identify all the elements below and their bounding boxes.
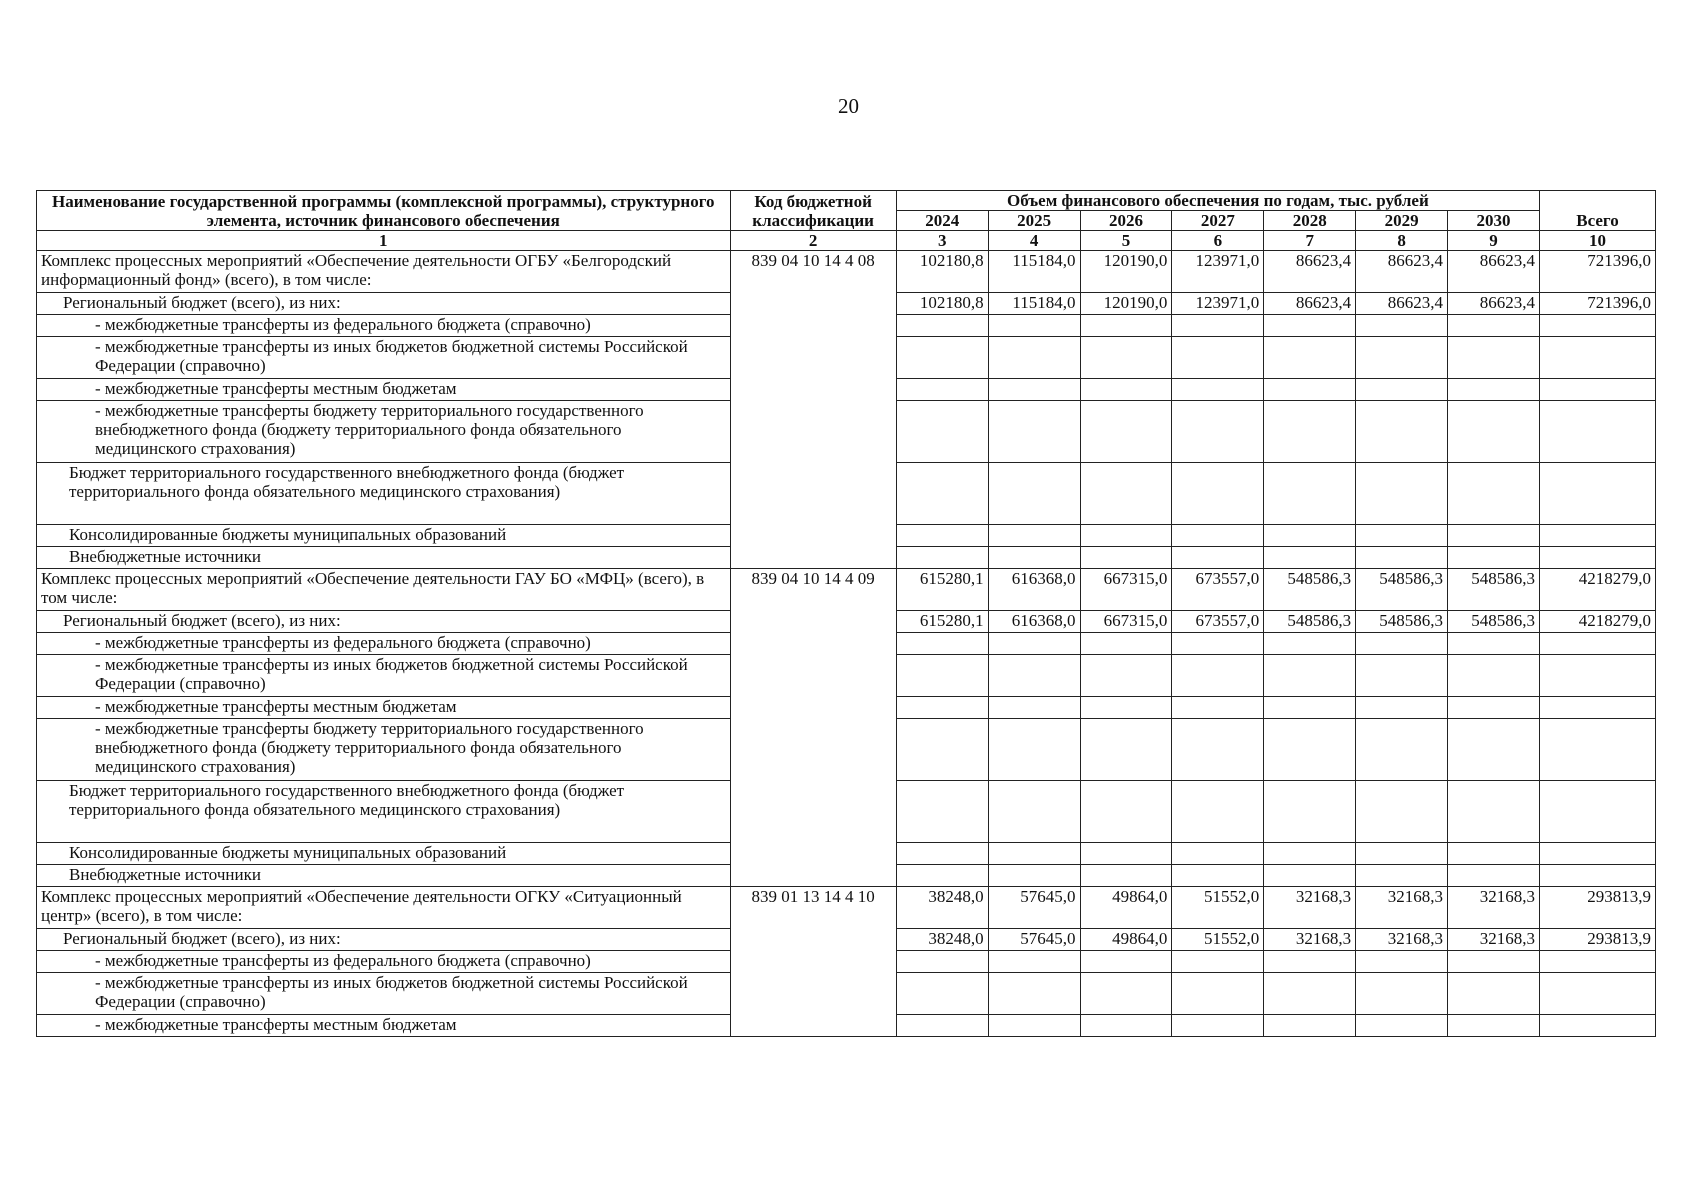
amount-cell [1264, 337, 1356, 379]
source-label: - межбюджетные трансферты бюджету территориального государственного внебюджетного фонда (бюджету территориального фонда обязательного медицинского страхования) [37, 401, 731, 463]
amount-cell: 115184,0 [988, 293, 1080, 315]
amount-cell [1080, 525, 1172, 547]
amount-cell [1356, 951, 1448, 973]
source-label: Бюджет территориального государственного внебюджетного фонда (бюджет территориального фонда обязательного медицинского страхования) [37, 463, 731, 525]
page-number: 20 [838, 94, 859, 118]
amount-cell [988, 655, 1080, 697]
amount-cell [1356, 401, 1448, 463]
amount-cell [1080, 697, 1172, 719]
amount-cell [1539, 633, 1655, 655]
amount-cell: 32168,3 [1264, 929, 1356, 951]
amount-cell: 4218279,0 [1539, 611, 1655, 633]
source-label: Внебюджетные источники [37, 547, 731, 569]
index-row [37, 231, 1656, 251]
amount-cell [1539, 843, 1655, 865]
amount-cell: 616368,0 [988, 569, 1080, 611]
amount-cell [1172, 655, 1264, 697]
amount-cell [1264, 401, 1356, 463]
amount-cell [1080, 379, 1172, 401]
amount-cell [1080, 547, 1172, 569]
amount-cell [988, 1015, 1080, 1037]
amount-cell: 293813,9 [1539, 929, 1655, 951]
amount-cell [1080, 951, 1172, 973]
amount-cell [1539, 337, 1655, 379]
amount-cell [1539, 379, 1655, 401]
amount-cell [1172, 401, 1264, 463]
amount-cell [1448, 401, 1540, 463]
budget-code: 839 01 13 14 4 10 [730, 887, 896, 1037]
amount-cell: 86623,4 [1448, 251, 1540, 293]
amount-cell [1448, 463, 1540, 525]
amount-cell: 123971,0 [1172, 251, 1264, 293]
amount-cell [1172, 781, 1264, 843]
amount-cell [896, 719, 988, 781]
amount-cell [1356, 781, 1448, 843]
amount-cell [1080, 401, 1172, 463]
amount-cell [1448, 973, 1540, 1015]
amount-cell [896, 315, 988, 337]
amount-cell [896, 951, 988, 973]
amount-cell [1356, 1015, 1448, 1037]
amount-cell: 673557,0 [1172, 611, 1264, 633]
amount-cell [1539, 719, 1655, 781]
amount-cell [1080, 463, 1172, 525]
amount-cell [1356, 633, 1448, 655]
source-label: Консолидированные бюджеты муниципальных образований [37, 525, 731, 547]
amount-cell [1264, 1015, 1356, 1037]
amount-cell [1539, 781, 1655, 843]
amount-cell [988, 401, 1080, 463]
amount-cell: 49864,0 [1080, 887, 1172, 929]
amount-cell [1172, 1015, 1264, 1037]
amount-cell [1264, 865, 1356, 887]
amount-cell [896, 697, 988, 719]
amount-cell [1080, 633, 1172, 655]
amount-cell [896, 379, 988, 401]
amount-cell [1448, 315, 1540, 337]
amount-cell: 32168,3 [1448, 929, 1540, 951]
header-year: 2030 [1448, 211, 1540, 231]
amount-cell [1356, 463, 1448, 525]
amount-cell: 721396,0 [1539, 251, 1655, 293]
amount-cell [896, 655, 988, 697]
amount-cell [1172, 463, 1264, 525]
source-label: - межбюджетные трансферты из иных бюджетов бюджетной системы Российской Федерации (справочно) [37, 337, 731, 379]
amount-cell [1448, 525, 1540, 547]
amount-cell [1448, 951, 1540, 973]
amount-cell [1080, 1015, 1172, 1037]
amount-cell: 86623,4 [1356, 293, 1448, 315]
amount-cell [988, 379, 1080, 401]
amount-cell [1539, 951, 1655, 973]
source-label: - межбюджетные трансферты из иных бюджетов бюджетной системы Российской Федерации (справочно) [37, 973, 731, 1015]
source-label: - межбюджетные трансферты из иных бюджетов бюджетной системы Российской Федерации (справочно) [37, 655, 731, 697]
amount-cell [988, 463, 1080, 525]
header-year: 2027 [1172, 211, 1264, 231]
amount-cell [1448, 781, 1540, 843]
amount-cell [988, 951, 1080, 973]
source-label: Консолидированные бюджеты муниципальных образований [37, 843, 731, 865]
source-label: Региональный бюджет (всего), из них: [37, 293, 731, 315]
amount-cell [1356, 337, 1448, 379]
header-year: 2028 [1264, 211, 1356, 231]
source-label: - межбюджетные трансферты из федерального бюджета (справочно) [37, 633, 731, 655]
amount-cell [1172, 719, 1264, 781]
source-label: Бюджет территориального государственного внебюджетного фонда (бюджет территориального фонда обязательного медицинского страхования) [37, 781, 731, 843]
source-label: - межбюджетные трансферты местным бюджетам [37, 1015, 731, 1037]
amount-cell [896, 525, 988, 547]
amount-cell [1080, 843, 1172, 865]
amount-cell [896, 865, 988, 887]
amount-cell [1172, 633, 1264, 655]
amount-cell [1539, 525, 1655, 547]
amount-cell [988, 525, 1080, 547]
amount-cell [1080, 865, 1172, 887]
amount-cell: 615280,1 [896, 611, 988, 633]
amount-cell: 32168,3 [1356, 929, 1448, 951]
amount-cell [896, 547, 988, 569]
index-cell: 7 [1264, 231, 1356, 251]
source-label: Региональный бюджет (всего), из них: [37, 611, 731, 633]
header-total: Всего [1539, 191, 1655, 231]
amount-cell [1448, 655, 1540, 697]
amount-cell [1172, 547, 1264, 569]
amount-cell [1264, 315, 1356, 337]
amount-cell [1172, 951, 1264, 973]
amount-cell [1356, 865, 1448, 887]
amount-cell [1172, 697, 1264, 719]
header-row-1 [37, 191, 1656, 211]
source-label: Внебюджетные источники [37, 865, 731, 887]
amount-cell: 548586,3 [1356, 569, 1448, 611]
amount-cell: 102180,8 [896, 251, 988, 293]
amount-cell: 102180,8 [896, 293, 988, 315]
amount-cell: 721396,0 [1539, 293, 1655, 315]
amount-cell [1356, 315, 1448, 337]
amount-cell [1264, 463, 1356, 525]
amount-cell: 51552,0 [1172, 929, 1264, 951]
amount-cell [1172, 525, 1264, 547]
amount-cell [1264, 525, 1356, 547]
header-code: Код бюджетной классификации [730, 191, 896, 231]
amount-cell [1264, 781, 1356, 843]
amount-cell [896, 973, 988, 1015]
index-cell: 1 [37, 231, 731, 251]
index-cell: 4 [988, 231, 1080, 251]
amount-cell: 548586,3 [1264, 611, 1356, 633]
amount-cell [1356, 655, 1448, 697]
amount-cell [1172, 315, 1264, 337]
block-title: Комплекс процессных мероприятий «Обеспечение деятельности ГАУ БО «МФЦ» (всего), в том числе: [37, 569, 731, 611]
amount-cell: 673557,0 [1172, 569, 1264, 611]
amount-cell: 86623,4 [1264, 251, 1356, 293]
header-year: 2024 [896, 211, 988, 231]
amount-cell [1448, 379, 1540, 401]
financing-table [36, 190, 1656, 1037]
amount-cell [1356, 843, 1448, 865]
index-cell: 2 [730, 231, 896, 251]
amount-cell [988, 697, 1080, 719]
amount-cell [1264, 973, 1356, 1015]
block-title-row [37, 251, 1656, 293]
amount-cell [1264, 379, 1356, 401]
header-years-group: Объем финансового обеспечения по годам, тыс. рублей [896, 191, 1539, 211]
index-cell: 6 [1172, 231, 1264, 251]
index-cell: 9 [1448, 231, 1540, 251]
amount-cell [988, 973, 1080, 1015]
amount-cell [896, 401, 988, 463]
amount-cell [1264, 655, 1356, 697]
amount-cell [1539, 463, 1655, 525]
amount-cell [896, 337, 988, 379]
amount-cell: 667315,0 [1080, 611, 1172, 633]
amount-cell [1448, 843, 1540, 865]
amount-cell [1264, 633, 1356, 655]
header-year: 2026 [1080, 211, 1172, 231]
amount-cell: 548586,3 [1448, 569, 1540, 611]
amount-cell [896, 1015, 988, 1037]
amount-cell [1539, 697, 1655, 719]
amount-cell [988, 719, 1080, 781]
amount-cell: 86623,4 [1264, 293, 1356, 315]
source-label: - межбюджетные трансферты из федерального бюджета (справочно) [37, 315, 731, 337]
amount-cell: 38248,0 [896, 929, 988, 951]
amount-cell [1539, 973, 1655, 1015]
amount-cell [1448, 633, 1540, 655]
amount-cell [988, 547, 1080, 569]
amount-cell: 32168,3 [1356, 887, 1448, 929]
amount-cell [1264, 951, 1356, 973]
amount-cell [1080, 655, 1172, 697]
amount-cell [1539, 315, 1655, 337]
amount-cell: 616368,0 [988, 611, 1080, 633]
amount-cell [1172, 379, 1264, 401]
source-label: Региональный бюджет (всего), из них: [37, 929, 731, 951]
amount-cell: 86623,4 [1356, 251, 1448, 293]
amount-cell [1172, 865, 1264, 887]
amount-cell [1356, 719, 1448, 781]
amount-cell: 548586,3 [1264, 569, 1356, 611]
index-cell: 5 [1080, 231, 1172, 251]
source-label: - межбюджетные трансферты бюджету территориального государственного внебюджетного фонда (бюджету территориального фонда обязательного медицинского страхования) [37, 719, 731, 781]
header-name: Наименование государственной программы (комплексной программы), структурного элемента, источник финансового обеспечения [37, 191, 731, 231]
amount-cell [1448, 865, 1540, 887]
amount-cell [1448, 547, 1540, 569]
amount-cell: 548586,3 [1448, 611, 1540, 633]
index-cell: 3 [896, 231, 988, 251]
amount-cell [896, 781, 988, 843]
block-title-row [37, 569, 1656, 611]
amount-cell [1080, 315, 1172, 337]
amount-cell [1539, 547, 1655, 569]
amount-cell: 4218279,0 [1539, 569, 1655, 611]
amount-cell [1172, 843, 1264, 865]
amount-cell: 115184,0 [988, 251, 1080, 293]
amount-cell [988, 865, 1080, 887]
source-label: - межбюджетные трансферты местным бюджетам [37, 379, 731, 401]
amount-cell [1080, 973, 1172, 1015]
amount-cell [988, 315, 1080, 337]
amount-cell [1080, 337, 1172, 379]
amount-cell [1080, 781, 1172, 843]
amount-cell: 120190,0 [1080, 251, 1172, 293]
amount-cell [1356, 547, 1448, 569]
source-label: - межбюджетные трансферты местным бюджетам [37, 697, 731, 719]
amount-cell: 120190,0 [1080, 293, 1172, 315]
amount-cell: 615280,1 [896, 569, 988, 611]
amount-cell [1539, 865, 1655, 887]
budget-code: 839 04 10 14 4 09 [730, 569, 896, 887]
amount-cell [988, 781, 1080, 843]
amount-cell [896, 463, 988, 525]
amount-cell [988, 633, 1080, 655]
amount-cell: 32168,3 [1448, 887, 1540, 929]
amount-cell [988, 843, 1080, 865]
budget-code: 839 04 10 14 4 08 [730, 251, 896, 569]
amount-cell: 49864,0 [1080, 929, 1172, 951]
index-cell: 8 [1356, 231, 1448, 251]
amount-cell [1448, 719, 1540, 781]
amount-cell: 548586,3 [1356, 611, 1448, 633]
amount-cell [1539, 655, 1655, 697]
amount-cell [988, 337, 1080, 379]
amount-cell [1172, 973, 1264, 1015]
amount-cell [1356, 379, 1448, 401]
amount-cell [1264, 719, 1356, 781]
amount-cell: 57645,0 [988, 929, 1080, 951]
amount-cell [1539, 1015, 1655, 1037]
header-year: 2025 [988, 211, 1080, 231]
amount-cell [1448, 697, 1540, 719]
amount-cell: 51552,0 [1172, 887, 1264, 929]
amount-cell: 293813,9 [1539, 887, 1655, 929]
amount-cell [1356, 525, 1448, 547]
amount-cell [1448, 337, 1540, 379]
amount-cell: 667315,0 [1080, 569, 1172, 611]
amount-cell: 32168,3 [1264, 887, 1356, 929]
index-cell: 10 [1539, 231, 1655, 251]
amount-cell: 57645,0 [988, 887, 1080, 929]
block-title-row [37, 887, 1656, 929]
amount-cell [1080, 719, 1172, 781]
block-title: Комплекс процессных мероприятий «Обеспечение деятельности ОГБУ «Белгородский информационный фонд» (всего), в том числе: [37, 251, 731, 293]
amount-cell [1264, 547, 1356, 569]
amount-cell [1264, 843, 1356, 865]
amount-cell [1172, 337, 1264, 379]
amount-cell: 123971,0 [1172, 293, 1264, 315]
source-label: - межбюджетные трансферты из федерального бюджета (справочно) [37, 951, 731, 973]
amount-cell [896, 843, 988, 865]
amount-cell [1356, 697, 1448, 719]
amount-cell: 38248,0 [896, 887, 988, 929]
amount-cell [1539, 401, 1655, 463]
amount-cell [896, 633, 988, 655]
amount-cell [1356, 973, 1448, 1015]
amount-cell [1448, 1015, 1540, 1037]
amount-cell: 86623,4 [1448, 293, 1540, 315]
block-title: Комплекс процессных мероприятий «Обеспечение деятельности ОГКУ «Ситуационный центр» (всего), в том числе: [37, 887, 731, 929]
amount-cell [1264, 697, 1356, 719]
header-year: 2029 [1356, 211, 1448, 231]
